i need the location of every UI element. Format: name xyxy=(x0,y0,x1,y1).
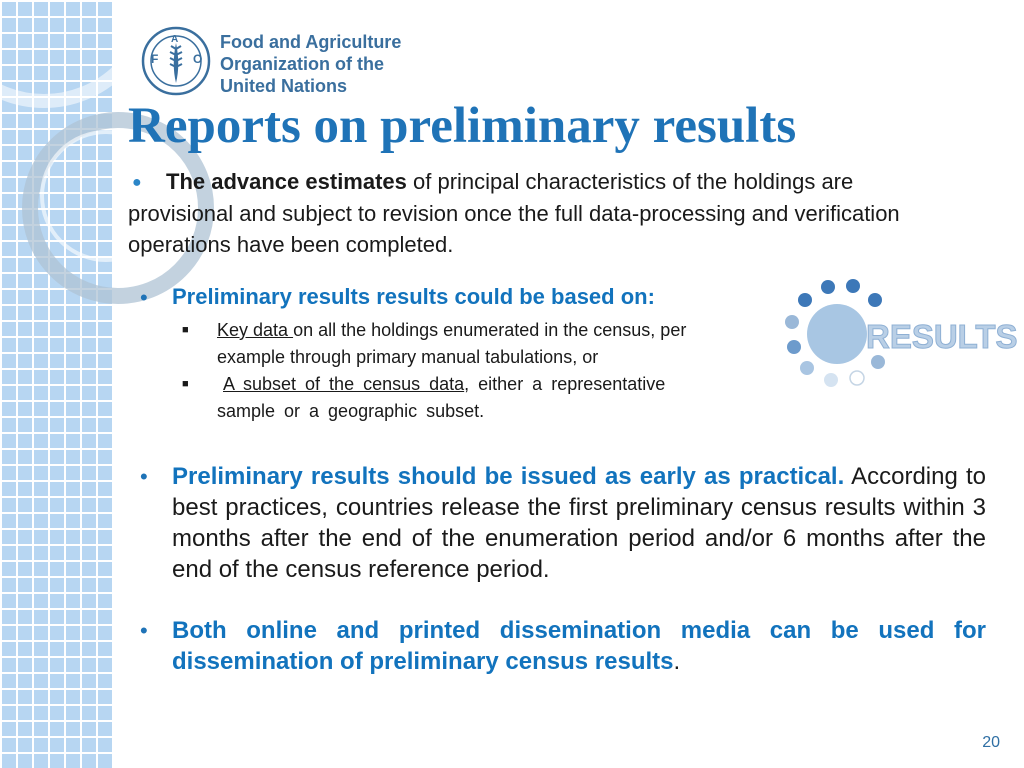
bullet-icon: • xyxy=(140,285,148,310)
svg-text:A: A xyxy=(171,34,179,45)
fao-logo-icon xyxy=(140,25,212,97)
graphic-dot xyxy=(821,280,835,294)
bullet-icon: ● xyxy=(132,174,142,191)
square-bullet-icon: ■ xyxy=(182,324,189,336)
graphic-dot xyxy=(798,293,812,307)
graphic-center-circle xyxy=(807,304,867,364)
graphic-dot xyxy=(850,371,864,385)
census-subset-link[interactable]: A subset of the census data xyxy=(223,374,465,394)
graphic-dot xyxy=(785,315,799,329)
intro-text: of principal characteristics of the holdings are provisional and subject to revision once the full data-processing and verification operations have been completed. xyxy=(128,169,900,257)
page-number: 20 xyxy=(982,734,1000,751)
section-issue-timing xyxy=(140,461,986,585)
org-line-1: Food and Agriculture xyxy=(220,32,402,52)
results-graphic xyxy=(780,272,1024,397)
key-data-link[interactable]: Key data xyxy=(217,320,294,340)
graphic-dot xyxy=(824,373,838,387)
org-line-2: Organization of the xyxy=(220,54,384,74)
section-dissemination-media xyxy=(140,615,986,677)
intro-bold: The advance estimates xyxy=(166,169,407,194)
graphic-dot xyxy=(800,361,814,375)
section-bold-text: Preliminary results should be issued as early as practical. xyxy=(172,463,845,490)
graphic-dot xyxy=(846,279,860,293)
svg-text:O: O xyxy=(193,52,203,66)
bullet-icon: • xyxy=(140,618,148,643)
bullet-icon: • xyxy=(140,464,148,489)
graphic-dot xyxy=(868,293,882,307)
section-text: According to best practices, countries release the first preliminary census results within 3 months after the end of the enumeration period and/or 6 months after the end of the census reference period. xyxy=(172,463,987,583)
list-item-text: on all the holdings enumerated in the census, per example through primary manual tabulations, or xyxy=(217,320,687,367)
organization-name xyxy=(220,31,401,97)
results-word: RESULTS xyxy=(866,318,1018,355)
graphic-dot xyxy=(871,355,885,369)
org-line-3: United Nations xyxy=(220,76,348,96)
section-bold-text: Both online and printed dissemination media can be used for dissemination of preliminary census results xyxy=(172,617,986,675)
section-heading: Preliminary results results could be based on: xyxy=(172,284,655,309)
page-title: Reports on preliminary results xyxy=(128,98,797,154)
list-item-text: , either a representative sample or a geographic subset. xyxy=(217,374,666,421)
list-item xyxy=(172,371,732,425)
intro-paragraph xyxy=(128,166,958,260)
list-item xyxy=(172,317,732,371)
section-text: . xyxy=(673,648,681,675)
graphic-dot xyxy=(787,340,801,354)
square-bullet-icon: ■ xyxy=(182,378,189,390)
sub-list xyxy=(172,317,732,425)
svg-text:F: F xyxy=(151,52,159,66)
